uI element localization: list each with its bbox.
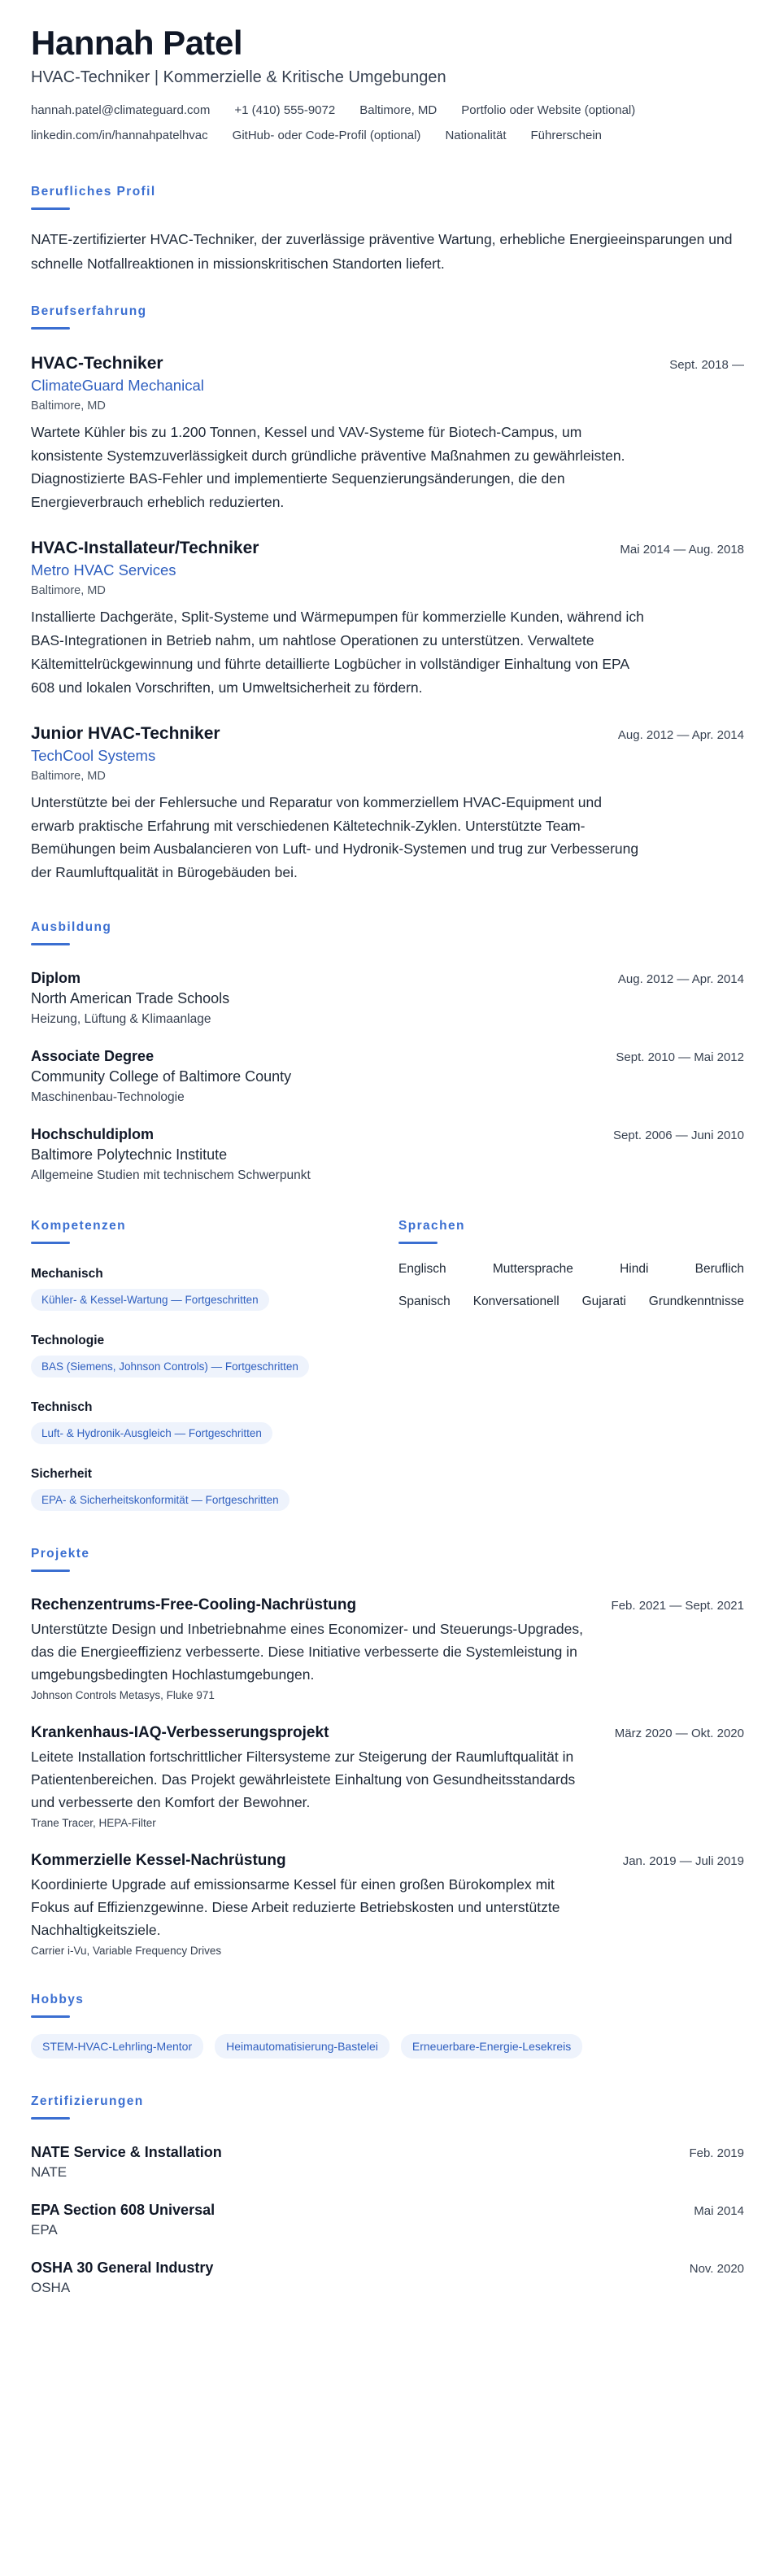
job-description: Installierte Dachgeräte, Split-Systeme und Wärmepumpen für kommerzielle Kunden, während ich BAS-Integrationen in Betrieb nahm, um nahtlose Operationen zu unterstützen. Verwaltete Kältemittelrückgewinnung und führte detaillierte Logbücher in vollständiger Einhaltung von EPA 608 und lokalen Vorschriften, um Umweltsicherheit zu fördern. — [31, 609, 644, 696]
contact-email[interactable]: hannah.patel@climateguard.com — [31, 103, 211, 118]
language-level: Muttersprache — [492, 1262, 573, 1277]
skill-category: Technologie — [31, 1334, 105, 1348]
skill-category: Mechanisch — [31, 1267, 103, 1281]
contact-github[interactable]: GitHub- oder Code-Profil (optional) — [232, 129, 421, 143]
section-divider — [31, 327, 70, 330]
section-divider — [31, 2117, 70, 2120]
project-dates: Jan. 2019 — Juli 2019 — [622, 1854, 744, 1869]
certification-entry — [31, 2259, 744, 2296]
summary-text: NATE-zertifizierter HVAC-Techniker, der zuverlässige präventive Wartung, erhebliche Energieeinsparungen und schnelle Notfallreaktionen in missionskritischen Standorten liefert. — [31, 231, 733, 272]
skill-group — [31, 1467, 398, 1511]
section-divider — [31, 943, 70, 945]
project-entry — [31, 1724, 744, 1829]
skill-group — [31, 1334, 398, 1378]
job-dates: Mai 2014 — Aug. 2018 — [620, 543, 744, 557]
certifications-section — [31, 2094, 744, 2296]
skills-section — [31, 1219, 398, 1511]
certification-name: EPA Section 608 Universal — [31, 2202, 216, 2219]
skill-group — [31, 1267, 398, 1311]
section-title-summary: Berufliches Profil — [31, 185, 156, 199]
education-field: Heizung, Lüftung & Klimaanlage — [31, 1012, 211, 1027]
languages-table — [398, 1262, 744, 1309]
language-row — [398, 1262, 744, 1277]
job-entry — [31, 539, 744, 700]
certification-issuer: EPA — [31, 2222, 58, 2238]
projects-section — [31, 1547, 744, 1957]
skill-category: Technisch — [31, 1400, 93, 1415]
section-divider — [31, 2015, 70, 2018]
summary-section — [31, 185, 744, 277]
certification-date: Feb. 2019 — [689, 2146, 744, 2161]
contact-phone[interactable]: +1 (410) 555-9072 — [234, 103, 336, 118]
certification-name: OSHA 30 General Industry — [31, 2259, 214, 2277]
education-entry — [31, 1126, 744, 1183]
section-title-projects: Projekte — [31, 1547, 90, 1561]
certification-issuer: NATE — [31, 2164, 67, 2181]
section-title-education: Ausbildung — [31, 920, 112, 935]
job-entry — [31, 724, 744, 885]
education-dates: Sept. 2006 — Juni 2010 — [613, 1129, 744, 1143]
education-school: Community College of Baltimore County — [31, 1068, 292, 1085]
section-divider — [31, 1570, 70, 1572]
job-dates: Aug. 2012 — Apr. 2014 — [617, 727, 744, 742]
job-company: Metro HVAC Services — [31, 561, 176, 579]
certification-date: Mai 2014 — [694, 2204, 744, 2219]
language-name: Spanisch — [398, 1295, 451, 1309]
hobby-chip: Heimautomatisierung-Bastelei — [215, 2034, 390, 2059]
contact-drivers-license: Führerschein — [530, 129, 603, 143]
languages-section — [398, 1219, 744, 1511]
hobby-chip: STEM-HVAC-Lehrling-Mentor — [31, 2034, 203, 2059]
job-company: ClimateGuard Mechanical — [31, 376, 204, 394]
language-level: Grundkenntnisse — [648, 1295, 744, 1309]
candidate-name: Hannah Patel — [31, 24, 243, 62]
experience-section — [31, 304, 744, 885]
education-degree: Hochschuldiplom — [31, 1126, 155, 1143]
education-entry — [31, 1048, 744, 1105]
contact-linkedin[interactable]: linkedin.com/in/hannahpatelhvac — [31, 129, 208, 143]
skill-chip: BAS (Siemens, Johnson Controls) — Fortgeschritten — [31, 1356, 309, 1378]
language-name: Englisch — [398, 1262, 446, 1277]
project-technologies: Trane Tracer, HEPA-Filter — [31, 1817, 156, 1830]
certification-date: Nov. 2020 — [689, 2262, 744, 2277]
job-dates: Sept. 2018 — — [669, 357, 744, 372]
resume-header — [31, 24, 744, 142]
skill-chip: Kühler- & Kessel-Wartung — Fortgeschritten — [31, 1289, 269, 1311]
job-description: Wartete Kühler bis zu 1.200 Tonnen, Kessel und VAV-Systeme für Biotech-Campus, um konsistente Systemzuverlässigkeit durch gründliche präventive Maßnahmen zu gewährleisten. Diagnostizierte BAS-Fehler und implementierte Sequenzierungsänderungen, die den Energieverbrauch erheblich reduzierten. — [31, 423, 625, 511]
project-description: Koordinierte Upgrade auf emissionsarme Kessel für einen großen Bürokomplex mit Fokus auf Effizienzgewinne. Diese Arbeit reduzierte Betriebskosten und unterstützte Nachhaltigkeitsziele. — [31, 1876, 560, 1939]
education-school: Baltimore Polytechnic Institute — [31, 1146, 228, 1164]
skill-group — [31, 1400, 398, 1444]
contact-portfolio[interactable]: Portfolio oder Website (optional) — [461, 103, 636, 118]
project-dates: März 2020 — Okt. 2020 — [614, 1727, 744, 1741]
candidate-headline: HVAC-Techniker | Kommerzielle & Kritische Umgebungen — [31, 68, 446, 87]
project-dates: Feb. 2021 — Sept. 2021 — [611, 1599, 744, 1613]
hobbies-section — [31, 1993, 744, 2059]
job-entry — [31, 354, 744, 515]
education-dates: Aug. 2012 — Apr. 2014 — [617, 972, 744, 987]
job-location: Baltimore, MD — [31, 769, 106, 783]
job-title: Junior HVAC-Techniker — [31, 723, 220, 743]
certification-entry — [31, 2202, 744, 2238]
job-company: TechCool Systems — [31, 746, 156, 764]
section-title-hobbies: Hobbys — [31, 1993, 85, 2007]
skill-category: Sicherheit — [31, 1467, 92, 1482]
project-title: Kommerzielle Kessel-Nachrüstung — [31, 1852, 286, 1870]
education-section — [31, 920, 744, 1183]
education-school: North American Trade Schools — [31, 990, 230, 1007]
hobbies-list — [31, 2034, 744, 2059]
contact-location: Baltimore, MD — [359, 103, 438, 118]
education-degree: Diplom — [31, 970, 81, 987]
hobby-chip: Erneuerbare-Energie-Lesekreis — [401, 2034, 582, 2059]
language-level: Beruflich — [694, 1262, 744, 1277]
education-field: Allgemeine Studien mit technischem Schwerpunkt — [31, 1168, 311, 1183]
language-name: Gujarati — [581, 1295, 626, 1309]
education-degree: Associate Degree — [31, 1048, 155, 1065]
job-title: HVAC-Installateur/Techniker — [31, 539, 259, 558]
section-divider — [398, 1242, 438, 1244]
section-divider — [31, 1242, 70, 1244]
section-title-experience: Berufserfahrung — [31, 303, 147, 318]
project-entry — [31, 1596, 744, 1701]
section-title-certifications: Zertifizierungen — [31, 2094, 144, 2109]
education-entry — [31, 970, 744, 1027]
job-title: HVAC-Techniker — [31, 353, 163, 373]
project-title: Rechenzentrums-Free-Cooling-Nachrüstung — [31, 1596, 357, 1614]
project-title: Krankenhaus-IAQ-Verbesserungsprojekt — [31, 1724, 329, 1742]
project-technologies: Carrier i-Vu, Variable Frequency Drives — [31, 1945, 222, 1958]
project-entry — [31, 1852, 744, 1957]
language-level: Konversationell — [472, 1295, 559, 1309]
project-description: Unterstützte Design und Inbetriebnahme eines Economizer- und Steuerungs-Upgrades, das die Energieeffizienz verbesserte. Diese Initiative verbesserte die Systemleistung in umgebungsbedingten Hochlastumgebungen. — [31, 1621, 583, 1683]
section-divider — [31, 207, 70, 210]
job-location: Baltimore, MD — [31, 584, 106, 598]
section-title-skills: Kompetenzen — [31, 1219, 127, 1233]
job-description: Unterstützte bei der Fehlersuche und Reparatur von kommerziellem HVAC-Equipment und erwarb praktische Erfahrung mit verschiedenen Kältetechnik-Zyklen. Unterstützte Team-Bemühungen beim Ausbalancieren von Luft- und Hydronik-Systemen und trug zur Verbesserung der Raumluftqualität in Bürogebäuden bei. — [31, 793, 639, 881]
certification-name: NATE Service & Installation — [31, 2144, 222, 2161]
section-title-languages: Sprachen — [398, 1219, 465, 1233]
project-technologies: Johnson Controls Metasys, Fluke 971 — [31, 1689, 215, 1702]
skills-languages-row — [31, 1219, 744, 1511]
language-row — [398, 1295, 744, 1309]
skill-chip: EPA- & Sicherheitskonformität — Fortgeschritten — [31, 1489, 290, 1511]
job-location: Baltimore, MD — [31, 399, 106, 413]
project-description: Leitete Installation fortschrittlicher Filtersysteme zur Steigerung der Raumluftqualität in Patientenbereichen. Das Projekt gewährleistete Einhaltung von Gesundheitsstandards und verbesserte den Komfort der Bewohner. — [31, 1749, 576, 1811]
certification-entry — [31, 2144, 744, 2181]
contact-nationality: Nationalität — [445, 129, 507, 143]
certification-issuer: OSHA — [31, 2280, 71, 2296]
education-dates: Sept. 2010 — Mai 2012 — [616, 1050, 744, 1065]
education-field: Maschinenbau-Technologie — [31, 1090, 185, 1105]
contact-list — [31, 103, 747, 142]
language-name: Hindi — [620, 1262, 649, 1277]
skill-chip: Luft- & Hydronik-Ausgleich — Fortgeschritten — [31, 1422, 272, 1444]
